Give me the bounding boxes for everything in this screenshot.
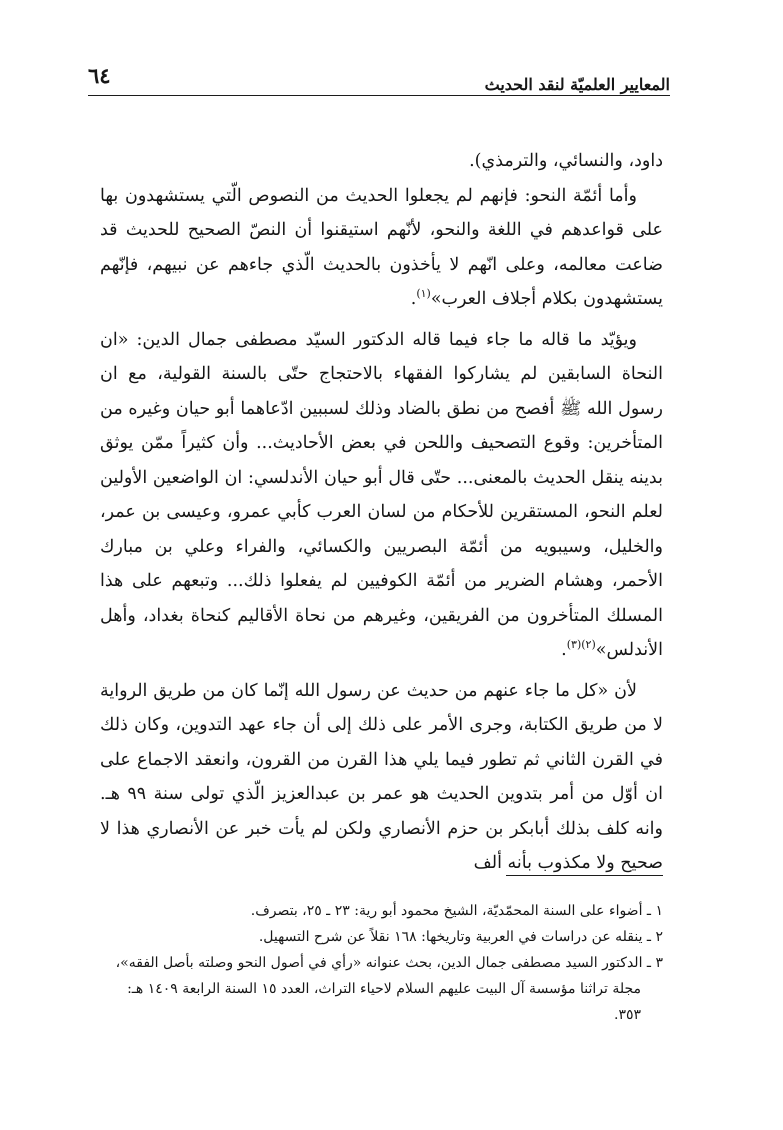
- body-text: [100, 144, 663, 881]
- paragraph-text: داود، والنسائي، والترمذي).: [469, 151, 663, 171]
- running-title: المعايير العلميّة لنقد الحديث: [484, 75, 670, 94]
- footnotes: [100, 898, 663, 1028]
- footnote-separator: [506, 875, 663, 876]
- paragraph-text: ويؤيّد ما قاله ما جاء فيما قاله الدكتور السيّد مصطفى جمال الدين: «ان النحاة السابقين لم يشاركوا الفقهاء بالاحتجاج حتّى بالسنة القولية، مع ان رسول الله ﷺ أفصح من نطق بالضاد وذلك لسببين ادّعاهما أبو حيان وغيره من المتأخرين: وقوع التصحيف واللحن في بعض الأحاديث... وأن كثيراً ممّن يوثق بدينه ينقل الحديث بالمعنى... حتّى قال أبو حيان الأندلسي: ان الواضعين الأولين لعلم النحو، المستقرين للأحكام من لسان العرب كأبي عمرو، وعيسى بن عمر، والخليل، وسيبويه من أئمّة البصريين والكسائي، والفراء وعلي بن مبارك الأحمر، وهشام الضرير من أئمّة الكوفيين لم يفعلوا ذلك... وتبعهم على هذا المسلك المتأخرون من الفريقين، وغيرهم من نحاة الأقاليم كنحاة بغداد، وأهل الأندلس»: [100, 329, 663, 660]
- footnote-ref: (١): [416, 287, 431, 301]
- paragraph-text: وأما أئمّة النحو: فإنهم لم يجعلوا الحديث من النصوص الّتي يستشهدون بها على قواعدهم في اللغة والنحو، لأنّهم استيقنوا أن النصّ الصحيح للحديث قد ضاعت معالمه، وعلى انّهم لا يأخذون بالحديث الّذي جاءهم عن نبيهم، فإنّهم يستشهدون بكلام أجلاف العرب»: [100, 185, 663, 309]
- paragraph-tadwin: [100, 674, 663, 881]
- footnote-2: ٢ ـ ينقله عن دراسات في العربية وتاريخها: ١٦٨ نقلاً عن شرح التسهيل.: [258, 929, 663, 945]
- paragraph-grammarians: وأما أئمّة النحو: فإنهم لم يجعلوا الحديث من النصوص الّتي يستشهدون بها على قواعدهم في اللغة والنحو، لأنّهم استيقنوا أن النصّ الصحيح للحديث قد ضاعت معالمه، وعلى انّهم لا يأخذون بالحديث الّذي جاءهم عن نبيهم، فإنّهم يستشهدون بكلام أجلاف العرب»$^{(١)}$.: [100, 185, 663, 309]
- footnote-ref: (٢)(٣): [566, 638, 596, 652]
- footnote-3-continued: مجلة تراثنا مؤسسة آل البيت عليهم السلام لاحياء التراث، العدد ١٥ السنة الرابعة ١٤٠٩ هـ: ٣٥٣.: [127, 981, 641, 1023]
- page-header: [88, 62, 670, 96]
- paragraph-jamal-al-din: ويؤيّد ما قاله ما جاء فيما قاله الدكتور السيّد مصطفى جمال الدين: «ان النحاة السابقين لم يشاركوا الفقهاء بالاحتجاج حتّى بالسنة القولية، مع ان رسول الله ﷺ أفصح من نطق بالضاد وذلك لسببين ادّعاهما أبو حيان وغيره من المتأخرين: وقوع التصحيف واللحن في بعض الأحاديث... وأن كثيراً ممّن يوثق بدينه ينقل الحديث بالمعنى... حتّى قال أبو حيان الأندلسي: ان الواضعين الأولين لعلم النحو، المستقرين للأحكام من لسان العرب كأبي عمرو، وعيسى بن عمر، والخليل، وسيبويه من أئمّة البصريين والكسائي، والفراء وعلي بن مبارك الأحمر، وهشام الضرير من أئمّة الكوفيين لم يفعلوا ذلك... وتبعهم على هذا المسلك المتأخرون من الفريقين، وغيرهم من نحاة الأقاليم كنحاة بغداد، وأهل الأندلس»$^{(٢)(٣)}$.: [100, 329, 663, 660]
- header-rule: [88, 95, 670, 96]
- paragraph-continuation: [100, 144, 663, 179]
- page-number: ٦٤: [88, 63, 111, 88]
- paragraph-text: لأن «كل ما جاء عنهم من حديث عن رسول الله إنّما كان من طريق الرواية لا من طريق الكتابة، وجرى الأمر على ذلك إلى أن جاء عهد التدوين، وكان ذلك في القرن الثاني ثم تطور فيما يلي هذا القرن من القرون، وانعقد الاجماع على ان أوّل من أمر بتدوين الحديث هو عمر بن عبدالعزيز الّذي تولى سنة ٩٩ هـ. وانه كلف بذلك أبابكر بن حزم الأنصاري ولكن لم يأت خبر عن الأنصاري هذا لا صحيح ولا مكذوب بأنه ألف: [100, 680, 664, 873]
- footnote-1: ١ ـ أضواء على السنة المحمّديّة، الشيخ محمود أبو رية: ٢٣ ـ ٢٥، بتصرف.: [250, 903, 663, 919]
- footnote-3: ٣ ـ الدكتور السيد مصطفى جمال الدين، بحث عنوانه «رأي في أصول النحو وصلته بأصل الفقه»،: [115, 955, 663, 971]
